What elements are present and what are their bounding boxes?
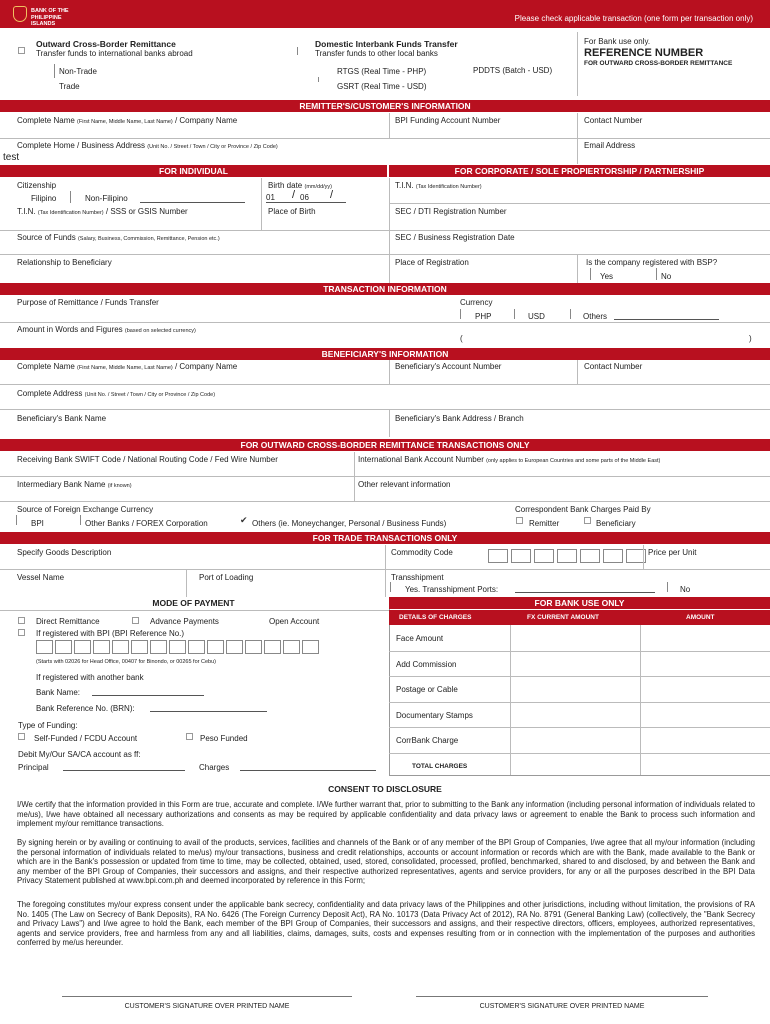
charges-remitter-checkbox[interactable]	[516, 517, 523, 524]
registered-other-label: If registered with another bank	[36, 673, 144, 682]
price-per-unit-label: Price per Unit	[648, 548, 697, 557]
bpi-reference-hint: (Starts with 02026 for Head Office, 00407 for Binondo, or 00265 for Cebu)	[36, 659, 216, 665]
pddts-option[interactable]: PDDTS (Batch - USD)	[473, 66, 553, 75]
bsp-no-option[interactable]: No	[661, 272, 672, 281]
other-bank-name-label: Bank Name:	[36, 688, 81, 697]
total-charges-label: TOTAL CHARGES	[412, 763, 468, 770]
corporate-tin-label: T.I.N. (Tax Identification Number)	[395, 181, 482, 190]
birth-sep-1: /	[292, 189, 296, 201]
remitter-address-value[interactable]: test	[3, 152, 20, 163]
payment-header: MODE OF PAYMENT	[152, 598, 235, 608]
currency-php-option[interactable]: PHP	[475, 312, 492, 321]
reference-number-title: REFERENCE NUMBER	[584, 47, 704, 59]
header-instruction: Please check applicable transaction (one form per transaction only)	[514, 14, 753, 23]
goods-label: Specify Goods Description	[17, 548, 112, 557]
corporate-bar: FOR CORPORATE / SOLE PROPIERTORSHIP / PARTNERSHIP	[389, 165, 770, 177]
sec-dti-label: SEC / DTI Registration Number	[395, 207, 507, 216]
citizenship-label: Citizenship	[17, 181, 57, 190]
charges-label: Charges	[199, 763, 230, 772]
charges-row-label: Documentary Stamps	[396, 710, 473, 720]
bsp-yes-option[interactable]: Yes	[600, 272, 614, 281]
charges-beneficiary-checkbox[interactable]	[584, 517, 591, 524]
charges-beneficiary-option[interactable]: Beneficiary	[596, 519, 636, 528]
rtgs-option[interactable]: RTGS (Real Time - PHP)	[337, 67, 427, 76]
bpi-logo-icon	[13, 6, 27, 22]
advance-payments-checkbox[interactable]	[132, 617, 139, 624]
charges-row-label: CorrBank Charge	[396, 736, 459, 745]
beneficiary-contact-label: Contact Number	[584, 362, 643, 371]
charges-remitter-option[interactable]: Remitter	[529, 519, 560, 528]
charges-row-divider	[389, 676, 770, 677]
sec-date-label: SEC / Business Registration Date	[395, 233, 515, 242]
signature-label-2: CUSTOMER'S SIGNATURE OVER PRINTED NAME	[479, 1003, 645, 1010]
beneficiary-section-bar: BENEFICIARY'S INFORMATION	[0, 348, 770, 360]
consent-paragraph-3: The foregoing constitutes my/our express consent under the applicable bank secrecy, confidentiality and data privacy laws of the Philippines and other jurisdictions, including without limitation, the provisions of RA No. 1405 (The Law on Secrecy of Bank Deposits), RA No. 6426 (The Foreign Currency Deposit Act), RA No. 10173 (Data Privacy Act of 2012), RA No. 8791 (General Banking Law) (collectively, the "Bank Secrecy and Privacy Laws") and I/we agree to hold the Bank, each member of the BPI Group of Companies, their successors and assigns, and their respective directors, officers, employees, authorized representatives, agents and service providers, free and harmless from any and all liabilities, claims, damages, suits, costs and expenses resulting from or in connection with the implementation of the purposes and authorities conferred by me/us hereunder.	[17, 900, 755, 948]
commodity-box-2[interactable]	[511, 549, 531, 563]
beneficiary-account-label: Beneficiary's Account Number	[395, 362, 502, 371]
transshipment-label: Transshipment	[391, 573, 444, 582]
outward-section-bar: FOR OUTWARD CROSS-BORDER REMITTANCE TRANSACTIONS ONLY	[0, 439, 770, 451]
direct-remittance-checkbox[interactable]	[18, 617, 25, 624]
details-of-charges-header: DETAILS OF CHARGES	[399, 614, 472, 621]
amount-paren-close: )	[749, 334, 752, 343]
charges-row-divider	[389, 651, 770, 652]
iban-label: International Bank Account Number (only applies to European Countries and some parts of the Middle East)	[358, 455, 661, 464]
birth-sep-2: /	[330, 189, 334, 201]
domestic-title: Domestic Interbank Funds Transfer	[315, 39, 458, 49]
consent-paragraph-2: By signing herein or by availing or continuing to avail of the products, services, facilities and channels of the Bank or of any member of the BPI Group of Companies, I/we agree that all my/our information (including the personal information of individuals related to me/us) my/our transactions, business and credit relationships, accounts or account information or records which are with the Bank, made available to the Bank or which are in the Bank's possession or updated from time to time, may be collected, obtained, used, stored, consolidated, processed, profiled, benchmarked, shared to and disclosed, by and between the Bank and any member of the BPI Group of Companies, their successors and assigns, and their respective authorized representatives, agents and service providers, for any or all the purposes described in the BPI Data Privacy Statement published at www.bpi.com.ph and deemed incorporated by reference in this Form;	[17, 838, 755, 886]
gsrt-option[interactable]: GSRT (Real Time - USD)	[337, 82, 427, 91]
charges-row-divider	[389, 753, 770, 754]
charges-row-label: Postage or Cable	[396, 685, 458, 694]
individual-bar: FOR INDIVIDUAL	[0, 165, 387, 177]
self-funded-option[interactable]: Self-Funded / FCDU Account	[34, 734, 138, 743]
place-of-birth-label: Place of Birth	[268, 207, 316, 216]
advance-payments-option[interactable]: Advance Payments	[150, 617, 219, 626]
signature-line-2[interactable]	[416, 996, 708, 997]
fx-other-banks-option[interactable]: Other Banks / FOREX Corporation	[85, 519, 208, 528]
transshipment-no-option[interactable]: No	[680, 585, 691, 594]
currency-label: Currency	[460, 298, 493, 307]
commodity-box-1[interactable]	[488, 549, 508, 563]
birth-day[interactable]: 06	[300, 193, 309, 202]
commodity-box-6[interactable]	[603, 549, 623, 563]
beneficiary-bank-name-label: Beneficiary's Bank Name	[17, 414, 107, 423]
swift-label: Receiving Bank SWIFT Code / National Routing Code / Fed Wire Number	[17, 455, 278, 464]
vessel-label: Vessel Name	[17, 573, 65, 582]
beneficiary-bank-address-label: Beneficiary's Bank Address / Branch	[395, 414, 524, 423]
outward-checkbox[interactable]	[18, 47, 25, 54]
signature-label-1: CUSTOMER'S SIGNATURE OVER PRINTED NAME	[124, 1003, 290, 1010]
remitter-name-label: Complete Name (First Name, Middle Name, Last Name) / Company Name	[17, 116, 238, 125]
commodity-box-5[interactable]	[580, 549, 600, 563]
bank-use-label: For Bank use only.	[584, 37, 651, 46]
reference-number-subtitle: FOR OUTWARD CROSS-BORDER REMITTANCE	[584, 60, 733, 67]
filipino-option[interactable]: Filipino	[31, 194, 57, 203]
open-account-option[interactable]: Open Account	[269, 617, 320, 626]
remitter-email-label: Email Address	[584, 141, 636, 150]
direct-remittance-option[interactable]: Direct Remittance	[36, 617, 100, 626]
consent-paragraph-1: I/We certify that the information provided in this Form are true, accurate and complete. I/We further warrant that, prior to submitting to the Bank any information (including personal information of individuals related to me/us), I/we have obtained all necessary authorizations and consents as may be required by applicable confidentiality and data privacy laws or agreement to enable the Bank to process such information and implement my/our remittance transactions.	[17, 800, 755, 829]
bpi-logo-text: BANK OF THE PHILIPPINE ISLANDS	[31, 8, 69, 27]
fx-others-checkmark-icon[interactable]: ✔	[240, 515, 248, 525]
trade-section-bar: FOR TRADE TRANSACTIONS ONLY	[0, 532, 770, 544]
commodity-code-label: Commodity Code	[391, 548, 453, 557]
birthdate-label: Birth date (mm/dd/yy)	[268, 181, 332, 190]
currency-usd-option[interactable]: USD	[528, 312, 545, 321]
relationship-label: Relationship to Beneficiary	[17, 258, 112, 267]
non-trade-option[interactable]: Non-Trade	[59, 67, 97, 76]
registered-bpi-label: If registered with BPI (BPI Reference No.)	[36, 629, 185, 638]
fx-current-amount-header: FX CURRENT AMOUNT	[527, 614, 599, 621]
domestic-subtitle: Transfer funds to other local banks	[315, 49, 438, 58]
charges-row-label: Add Commission	[396, 659, 457, 669]
self-funded-checkbox[interactable]	[18, 733, 25, 740]
currency-others-option[interactable]: Others	[583, 312, 608, 321]
amount-paren-open: (	[460, 334, 463, 343]
fx-bpi-option[interactable]: BPI	[31, 519, 44, 528]
debit-account-label: Debit My/Our SA/CA account as ff:	[18, 750, 141, 759]
charges-row-label: Face Amount	[396, 634, 444, 643]
commodity-box-3[interactable]	[534, 549, 554, 563]
bpi-funding-account-label: BPI Funding Account Number	[395, 116, 501, 125]
transaction-section-bar: TRANSACTION INFORMATION	[0, 283, 770, 295]
registered-bpi-checkbox[interactable]	[18, 629, 25, 636]
other-info-label: Other relevant information	[358, 480, 451, 489]
birth-month[interactable]: 01	[266, 193, 275, 202]
source-of-funds-label: Source of Funds (Salary, Business, Commission, Remittance, Pension etc.)	[17, 233, 220, 242]
amount-header: AMOUNT	[686, 614, 715, 621]
bank-use-only-bar: FOR BANK USE ONLY	[389, 597, 770, 609]
remitter-contact-label: Contact Number	[584, 116, 643, 125]
place-of-registration-label: Place of Registration	[395, 258, 469, 267]
tin-sss-label: T.I.N. (Tax Identification Number) / SSS or GSIS Number	[17, 207, 188, 216]
outward-title: Outward Cross-Border Remittance	[36, 39, 176, 49]
funding-type-label: Type of Funding:	[18, 721, 78, 730]
purpose-label: Purpose of Remittance / Funds Transfer	[17, 298, 159, 307]
source-fx-label: Source of Foreign Exchange Currency	[17, 505, 154, 514]
corr-charges-label: Correspondent Bank Charges Paid By	[515, 505, 651, 514]
bsp-question: Is the company registered with BSP?	[586, 258, 718, 267]
charges-row-divider	[389, 702, 770, 703]
other-bank-ref-label: Bank Reference No. (BRN):	[36, 704, 135, 713]
amount-label: Amount in Words and Figures (based on selected currency)	[17, 325, 196, 334]
trade-option[interactable]: Trade	[59, 82, 80, 91]
remitter-address-label: Complete Home / Business Address (Unit No. / Street / Town / City or Province / Zip Code)	[17, 141, 278, 150]
signature-line-1[interactable]	[62, 996, 352, 997]
principal-label: Principal	[18, 763, 49, 772]
consent-title: CONSENT TO DISCLOSURE	[328, 784, 442, 794]
transshipment-yes-option[interactable]: Yes. Transshipment Ports:	[405, 585, 499, 594]
fx-others-option[interactable]: Others (ie. Moneychanger, Personal / Business Funds)	[252, 519, 447, 528]
intermediary-bank-label: Intermediary Bank Name (if known)	[17, 480, 132, 489]
non-filipino-option[interactable]: Non-Filipino	[85, 194, 128, 203]
beneficiary-address-label: Complete Address (Unit No. / Street / Town / City or Province / Zip Code)	[17, 389, 216, 398]
port-of-loading-label: Port of Loading	[199, 573, 254, 582]
charges-row-divider	[389, 727, 770, 728]
beneficiary-name-label: Complete Name (First Name, Middle Name, Last Name) / Company Name	[17, 362, 238, 371]
outward-subtitle: Transfer funds to international banks abroad	[36, 49, 193, 58]
peso-funded-checkbox[interactable]	[186, 733, 193, 740]
commodity-box-4[interactable]	[557, 549, 577, 563]
bpi-reference-boxes[interactable]	[36, 640, 319, 655]
peso-funded-option[interactable]: Peso Funded	[200, 734, 248, 743]
remitter-section-bar: REMITTER'S/CUSTOMER'S INFORMATION	[0, 100, 770, 112]
